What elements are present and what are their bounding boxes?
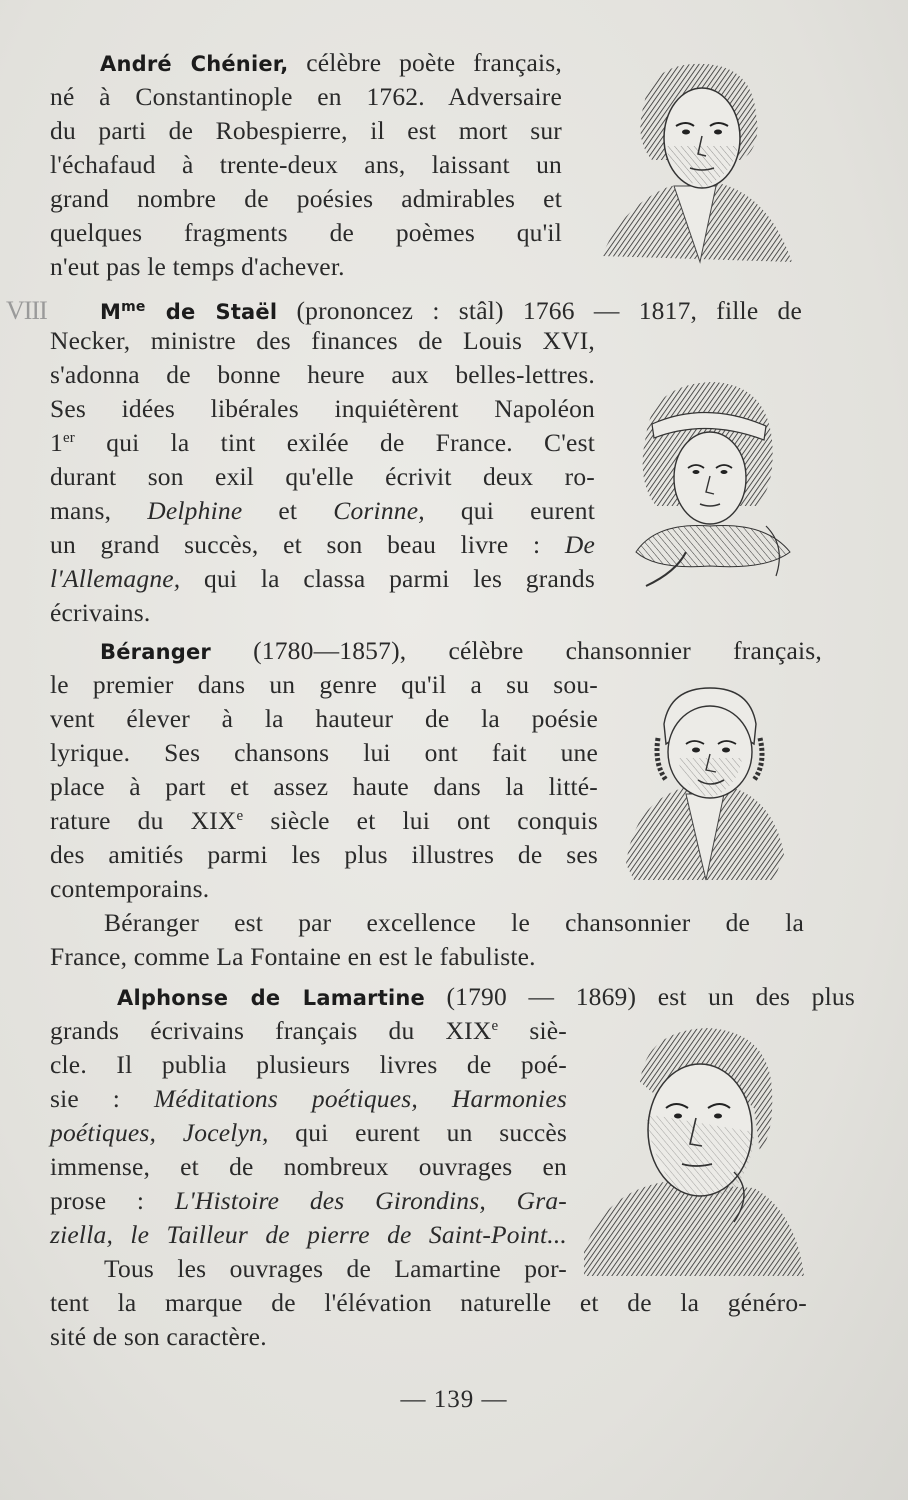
chenier-entry: André Chénier, célèbre poète français, né à Constantinople en 1762. Adversaire du parti de Robespierre, il est mort sur l'échafaud à trente-deux ans, laissant un grand nombre de poésies admirables et quelques fragments de poèmes qu'il n'eut pas le temps d'achever. [50,48,562,281]
stael-name: $M^{me}$ de Staël [100,299,278,324]
stael-entry: $M^{me}$ de Staël (prononcez : stâl) 1766 — 1817, fille de Necker, ministre des finances de Louis XVI, s'adonna de bonne heure aux belles-lettres. Ses idées libérales inquiétèrent Napoléon 1er qui la tint exilée de France. C'est durant son exil qu'elle écrivit deux ro- mans, Delphine et Corinne, qui eurent un grand succès, et son beau livre : De l'Allemagne, qui la classa parmi les grands écrivains. [50,296,802,627]
lamartine-entry: Alphonse de Lamartine (1790 — 1869) est un des plus grands écrivains français du XIXe siè- cle. Il publia plusieurs livres de poé- sie : Méditations poétiques, Harmonies poétiques, Jocelyn, qui eurent un succès immense, et de nombreux ouvrages en prose : L'Histoire des Girondins, Gra- ziella, le Tailleur de pierre de Saint-Point... Tous les ouvrages de Lamartine por- tent la marque de l'élévation naturelle et de la généro- sité de son caractère. [50,982,855,1351]
beranger-portrait [624,684,786,884]
lamartine-name: Alphonse de Lamartine [117,986,425,1010]
lamartine-portrait [584,1022,806,1280]
page-number: — 139 — [400,1386,508,1413]
margin-annotation: VIII [6,296,47,325]
stael-portrait [616,376,794,594]
chenier-portrait [592,56,798,268]
beranger-name: Béranger [100,640,211,664]
beranger-entry: Béranger (1780—1857), célèbre chansonnier français, le premier dans un genre qu'il a su sou- vent élever à la hauteur de la poésie lyrique. Ses chansons lui ont fait une place à part et assez haute dans la litté- rature du XIXe siècle et lui ont conquis des amitiés parmi les plus illustres de ses contemporains. Béranger est par excellence le chansonnier de la France, comme La Fontaine en est le fabuliste. [50,636,822,971]
chenier-name: André Chénier, [100,52,289,76]
